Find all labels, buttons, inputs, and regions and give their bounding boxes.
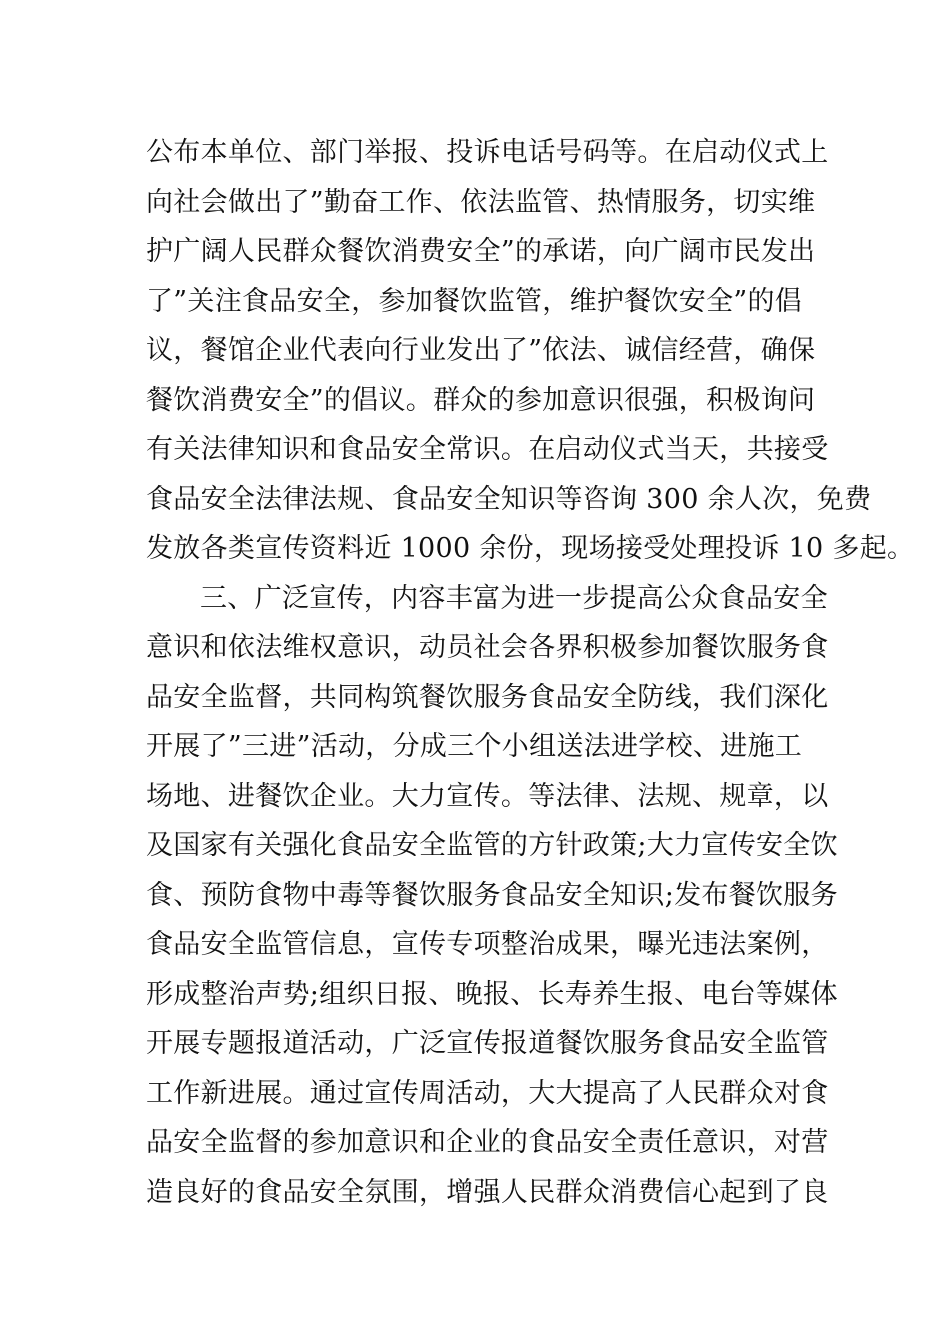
text-line: 品安全监督的参加意识和企业的食品安全责任意识，对营	[146, 1127, 829, 1158]
text-line: 向社会做出了”勤奋工作、依法监管、热情服务，切实维	[146, 186, 816, 218]
text-line: 食品安全监管信息，宣传专项整治成果，曝光违法案例，	[146, 929, 829, 960]
text-line: 品安全监督，共同构筑餐饮服务食品安全防线，我们深化	[146, 681, 829, 713]
text-line: 食、预防食物中毒等餐饮服务食品安全知识;发布餐饮服务	[146, 879, 838, 911]
text-line: 了”关注食品安全，参加餐饮监管，维护餐饮安全”的倡	[146, 285, 803, 317]
text-line: 及国家有关强化食品安全监管的方针政策;大力宣传安全饮	[146, 830, 838, 861]
text-line: 发放各类宣传资料近 1000 余份，现场接受处理投诉 10 多起。	[146, 533, 915, 564]
text-line: 议，餐馆企业代表向行业发出了”依法、诚信经营，确保	[146, 335, 816, 366]
text-line: 形成整治声势;组织日报、晚报、长寿养生报、电台等媒体	[146, 978, 838, 1010]
text-line: 食品安全法律法规、食品安全知识等咨询 300 余人次，免费	[146, 483, 872, 515]
text-line: 开展了”三进”活动，分成三个小组送法进学校、进施工	[146, 731, 803, 762]
text-line: 造良好的食品安全氛围，增强人民群众消费信心起到了良	[146, 1176, 829, 1208]
text-line: 场地、进餐饮企业。大力宣传。等法律、法规、规章，以	[146, 780, 829, 812]
text-line: 意识和依法维权意识，动员社会各界积极参加餐饮服务食	[146, 632, 829, 663]
text-line: 开展专题报道活动，广泛宣传报道餐饮服务食品安全监管	[146, 1028, 829, 1059]
text-line: 有关法律知识和食品安全常识。在启动仪式当天，共接受	[146, 434, 829, 465]
text-line: 公布本单位、部门举报、投诉电话号码等。在启动仪式上	[146, 137, 829, 168]
text-line: 餐饮消费安全”的倡议。群众的参加意识很强，积极询问	[146, 384, 816, 416]
text-line: 工作新进展。通过宣传周活动，大大提高了人民群众对食	[146, 1077, 829, 1109]
document-body	[146, 128, 915, 1217]
section-three-first-line: 三、广泛宣传，内容丰富为进一步提高公众食品安全	[200, 582, 828, 614]
text-line: 护广阔人民群众餐饮消费安全”的承诺，向广阔市民发出	[146, 236, 816, 267]
